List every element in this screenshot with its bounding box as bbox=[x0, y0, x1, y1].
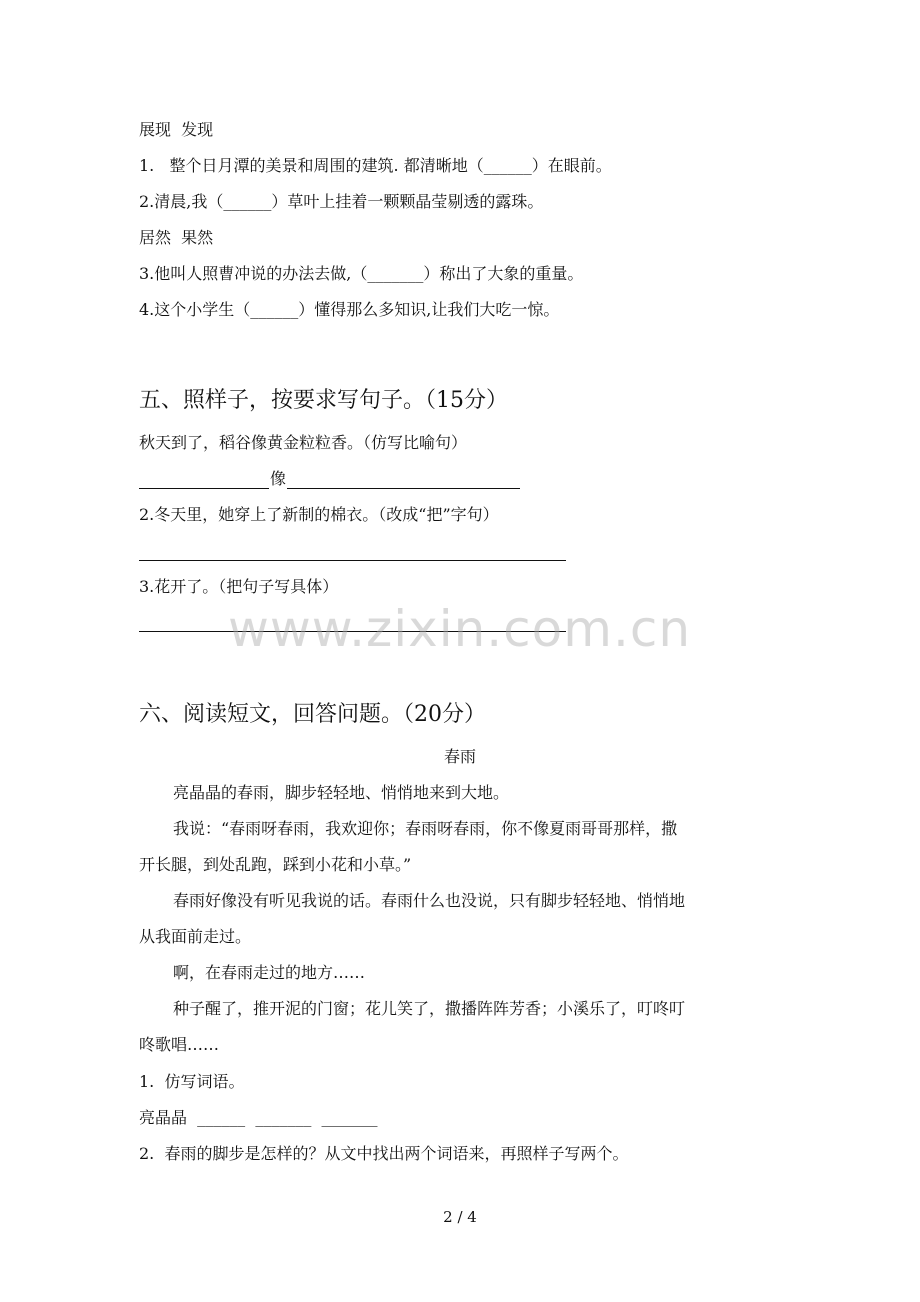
story-paragraph: 春雨好像没有听见我说的话。春雨什么也没说，只有脚步轻轻地、悄悄地 bbox=[173, 891, 686, 910]
question-4-2: 2.清晨,我（______）草叶上挂着一颗颗晶莹剔透的露珠。 bbox=[139, 192, 544, 211]
story-paragraph: 我说：“春雨呀春雨，我欢迎你；春雨呀春雨，你不像夏雨哥哥那样，撒 bbox=[173, 819, 678, 838]
story-paragraph: 种子醒了，推开泥的门窗；花儿笑了，撒播阵阵芳香；小溪乐了，叮咚叮 bbox=[173, 999, 686, 1018]
answer-line bbox=[139, 560, 566, 561]
question-4-4: 4.这个小学生（______）懂得那么多知识,让我们大吃一惊。 bbox=[139, 300, 560, 319]
story-paragraph: 啊，在春雨走过的地方…… bbox=[173, 963, 366, 982]
word-group-2: 居然 果然 bbox=[139, 228, 214, 247]
watermark: www.zixin.com.cn bbox=[228, 600, 692, 658]
question-5-2: 2.冬天里，她穿上了新制的棉衣。（改成“把”字句） bbox=[139, 505, 499, 524]
question-5-3: 3.花开了。（把句子写具体） bbox=[139, 577, 339, 596]
section-6-heading: 六、阅读短文，回答问题。（20分） bbox=[139, 702, 486, 727]
question-4-1: 1. 整个日月潭的美景和周围的建筑. 都清晰地（______）在眼前。 bbox=[139, 156, 612, 175]
question-6-1: 1. 仿写词语。 bbox=[139, 1072, 245, 1091]
question-6-1-example: 亮晶晶 ______ _______ _______ bbox=[139, 1108, 378, 1127]
answer-line bbox=[287, 488, 520, 489]
story-paragraph: 亮晶晶的春雨，脚步轻轻地、悄悄地来到大地。 bbox=[173, 783, 510, 802]
section-5-heading: 五、照样子，按要求写句子。（15分） bbox=[139, 388, 508, 413]
story-paragraph-cont: 从我面前走过。 bbox=[139, 927, 252, 946]
simile-keyword: 像 bbox=[270, 469, 287, 488]
question-6-2: 2. 春雨的脚步是怎样的？从文中找出两个词语来，再照样子写两个。 bbox=[139, 1144, 629, 1163]
question-4-3: 3.他叫人照曹冲说的办法去做,（_______）称出了大象的重量。 bbox=[139, 264, 584, 283]
question-5-1: 秋天到了，稻谷像黄金粒粒香。（仿写比喻句） bbox=[139, 433, 468, 452]
story-paragraph-cont: 咚歌唱…… bbox=[139, 1035, 220, 1054]
page-number: 2 / 4 bbox=[443, 1208, 477, 1226]
story-title: 春雨 bbox=[443, 747, 476, 766]
story-paragraph-cont: 开长腿，到处乱跑，踩到小花和小草。” bbox=[139, 855, 412, 874]
answer-line bbox=[139, 488, 269, 489]
word-group-1: 展现 发现 bbox=[139, 120, 214, 139]
